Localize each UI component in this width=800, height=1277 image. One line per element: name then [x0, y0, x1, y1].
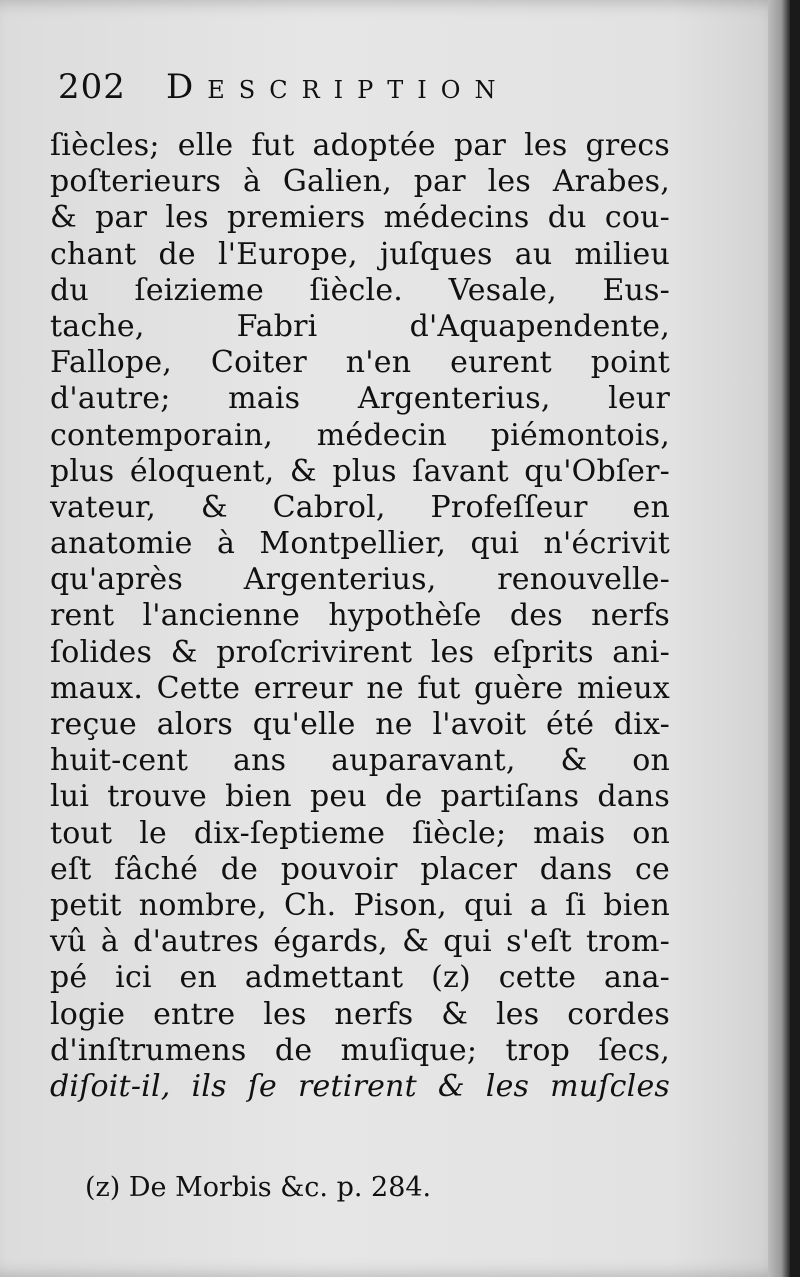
text-line: eſt fâché de pouvoir placer dans ce: [50, 851, 670, 887]
text-line: petit nombre, Ch. Pison, qui a ſi bien: [50, 887, 670, 923]
text-line: maux. Cette erreur ne fut guère mieux: [50, 670, 670, 706]
running-title: Description: [166, 67, 510, 107]
text-line: plus éloquent, & plus ſavant qu'Obſer-: [50, 453, 670, 489]
text-line: qu'après Argenterius, renouvelle-: [50, 562, 670, 598]
text-line: pé ici en admettant (z) cette ana-: [50, 960, 670, 996]
text-line: lui trouve bien peu de partiſans dans: [50, 779, 670, 815]
text-line: poſterieurs à Galien, par les Arabes,: [50, 164, 670, 200]
text-line: du ſeizieme ſiècle. Vesale, Eus-: [50, 272, 670, 308]
text-line: vateur, & Cabrol, Profeſſeur en: [50, 489, 670, 525]
page-edge: [768, 0, 790, 1277]
text-line: logie entre les nerfs & les cordes: [50, 996, 670, 1032]
body-text: [50, 128, 670, 1105]
text-line: chant de l'Europe, juſques au milieu: [50, 236, 670, 272]
text-line: contemporain, médecin piémontois,: [50, 417, 670, 453]
text-line: anatomie à Montpellier, qui n'écrivit: [50, 526, 670, 562]
page-header: [58, 62, 678, 112]
text-line: diſoit-il, ils ſe retirent & les muſcles: [50, 1068, 670, 1104]
text-line: tout le dix-ſeptieme ſiècle; mais on: [50, 815, 670, 851]
page-number: 202: [58, 67, 126, 107]
text-line: & par les premiers médecins du cou-: [50, 200, 670, 236]
text-line: d'autre; mais Argenterius, leur: [50, 381, 670, 417]
footnote: (z) De Morbis &c. p. 284.: [85, 1172, 432, 1203]
text-line: rent l'ancienne hypothèſe des nerfs: [50, 598, 670, 634]
text-line: tache, Fabri d'Aquapendente,: [50, 308, 670, 344]
text-line: huit-cent ans auparavant, & on: [50, 743, 670, 779]
text-line: ſiècles; elle fut adoptée par les grecs: [50, 128, 670, 163]
text-line: reçue alors qu'elle ne l'avoit été dix-: [50, 707, 670, 742]
text-line: ſolides & proſcrivirent les eſprits ani-: [50, 634, 670, 670]
text-line: d'inſtrumens de muſique; trop ſecs,: [50, 1032, 670, 1068]
text-line: vû à d'autres égards, & qui s'eſt trom-: [50, 924, 670, 960]
text-line: Fallope, Coiter n'en eurent point: [50, 345, 670, 381]
